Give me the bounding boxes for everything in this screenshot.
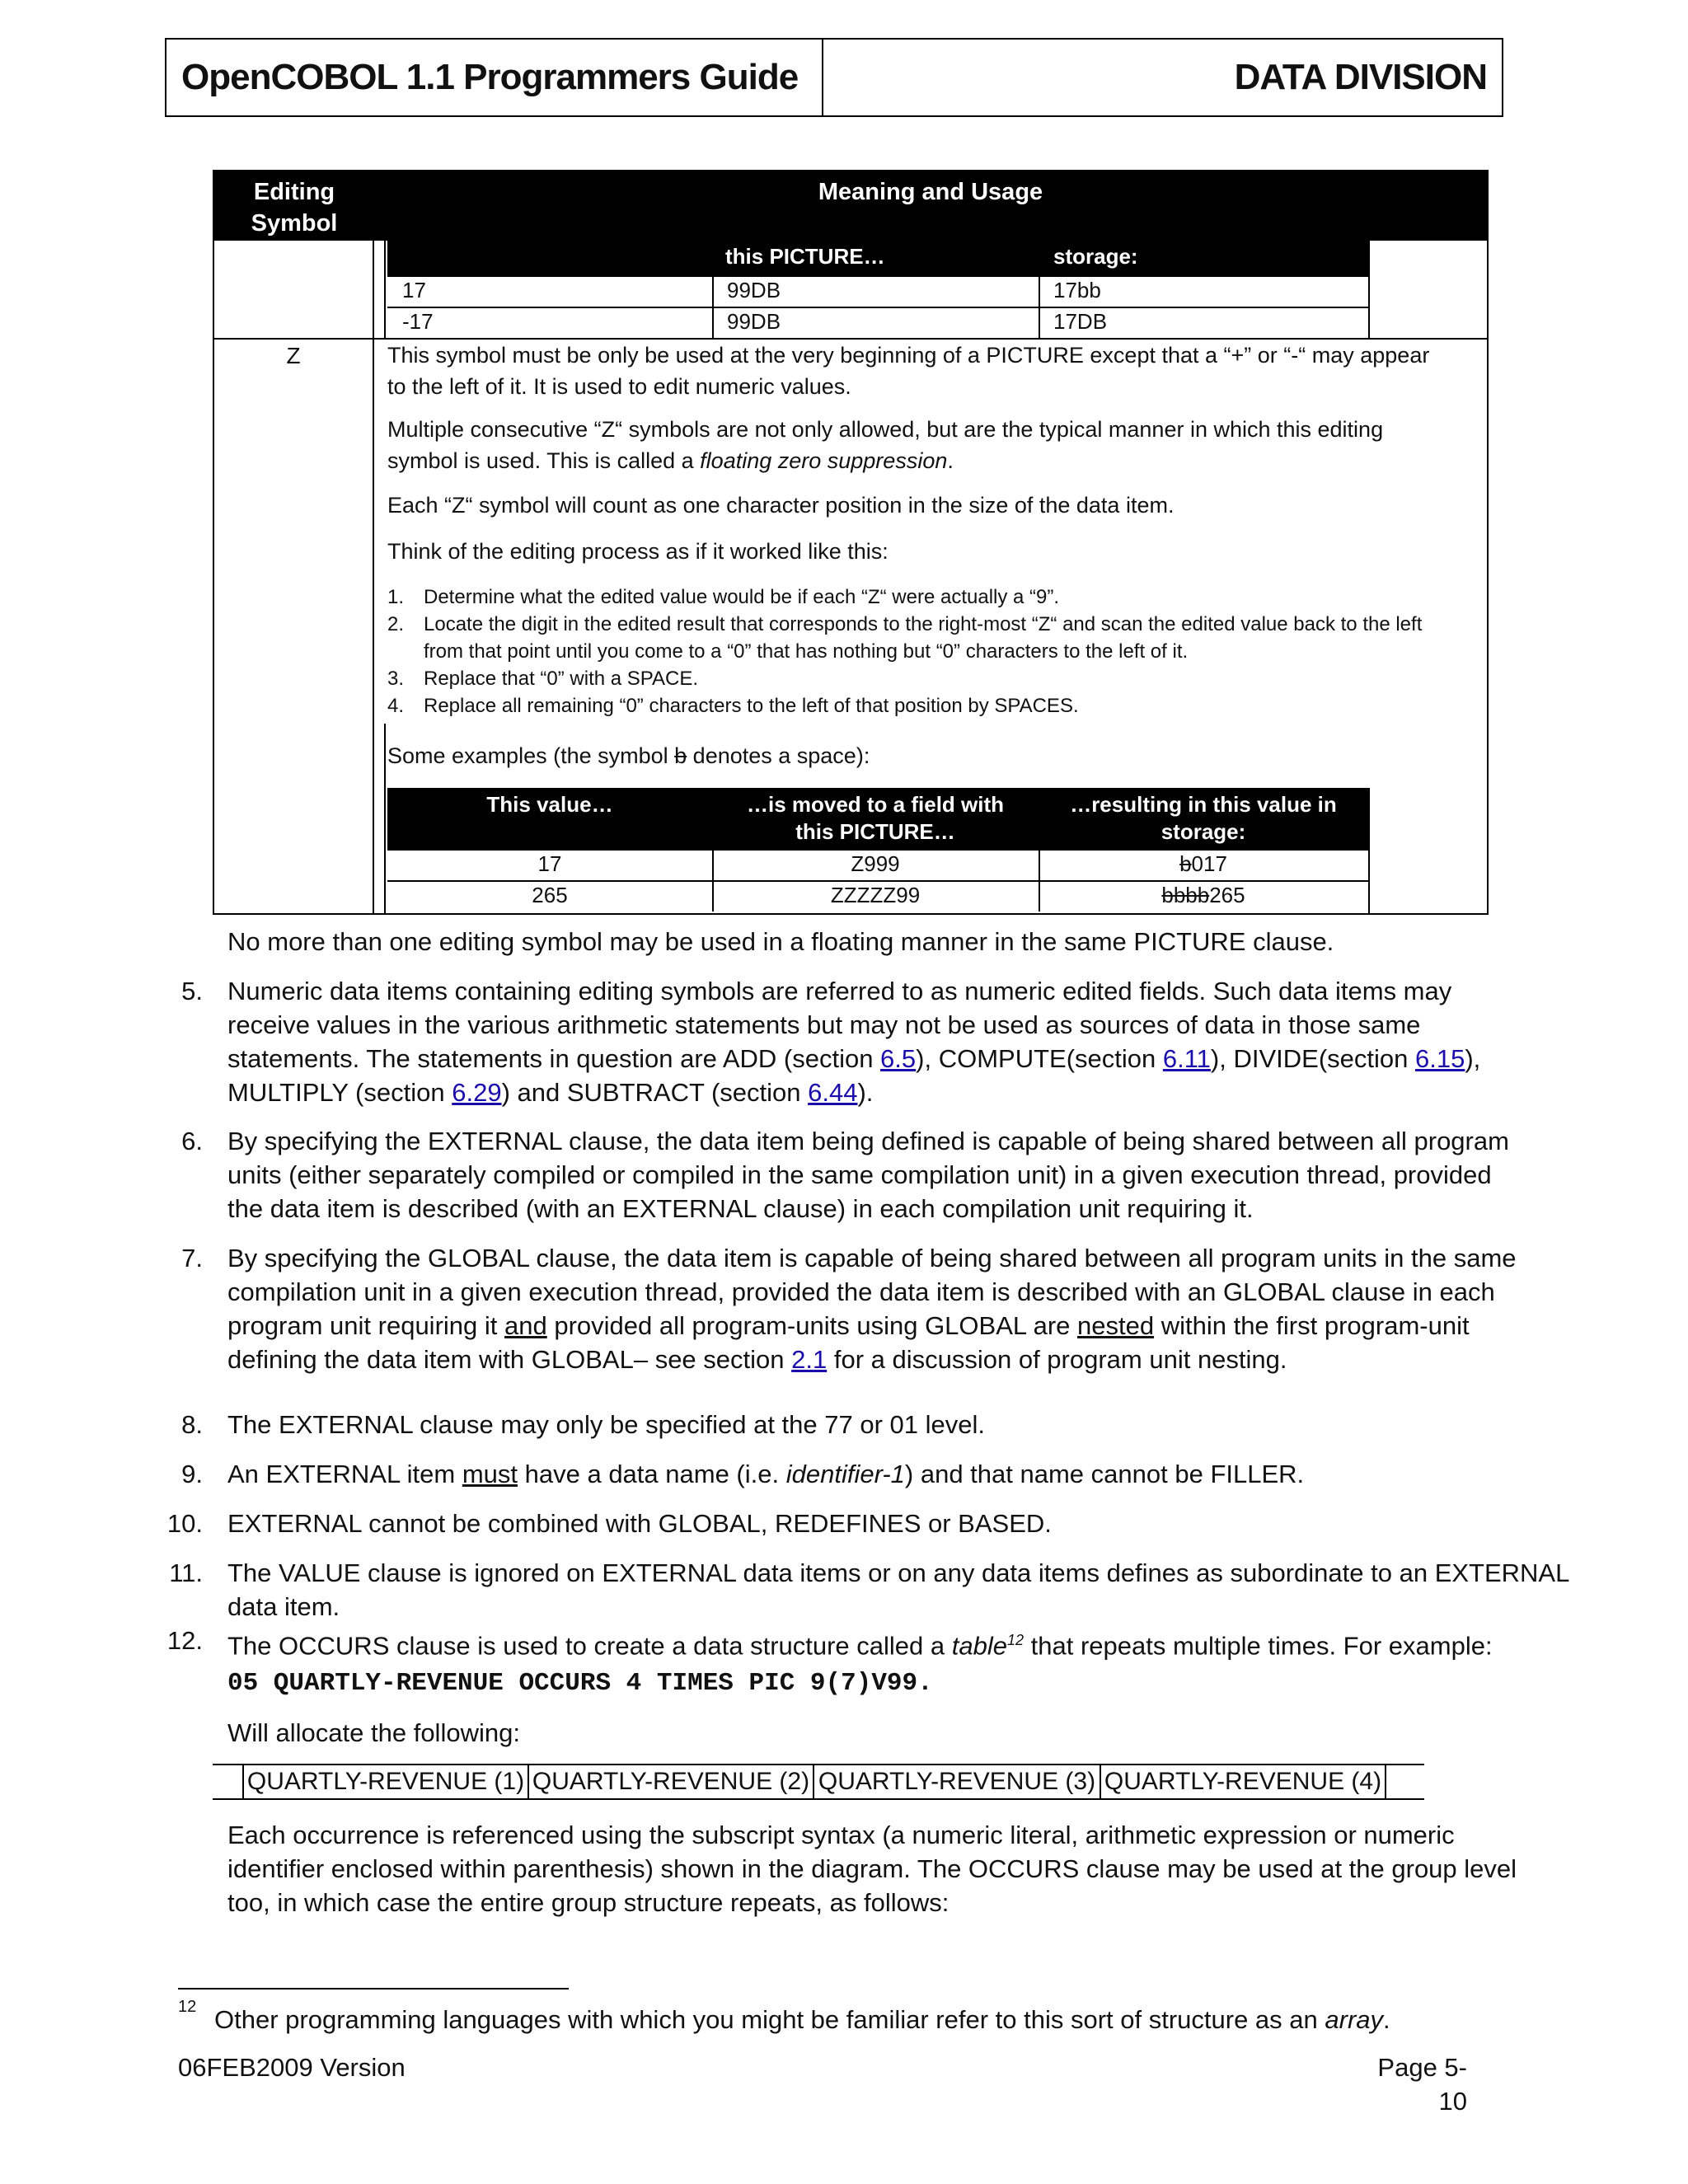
footnote-number: 12 — [178, 1998, 197, 2016]
examples-c: denotes a space): — [687, 743, 870, 768]
link-section-6-11[interactable]: 6.11 — [1162, 1044, 1211, 1073]
item9-italic-identifier: identifier-1 — [785, 1460, 905, 1488]
cont-row2-picture: 99DB — [727, 309, 781, 334]
ex-right-border — [1368, 788, 1370, 913]
ex-row1-storage-rest: 017 — [1191, 851, 1227, 876]
item11-number: 11. — [169, 1558, 203, 1587]
z-p2-line2b: . — [947, 448, 954, 473]
item7-l3b: provided all program-units using GLOBAL are — [546, 1311, 1078, 1340]
item7-l2: compilation unit in a given execution thread, provided the data item is described with an GLOBAL clause in each — [227, 1277, 1495, 1306]
item5-l4b: ) and SUBTRACT (section — [501, 1078, 809, 1107]
ex-header-picture-1: …is moved to a field with — [746, 792, 1005, 817]
cont-col-1 — [712, 275, 714, 338]
strip-sep-4 — [1385, 1764, 1386, 1800]
item6-number: 6. — [181, 1127, 203, 1155]
footnote-ref-12[interactable]: 12 — [1006, 1632, 1025, 1648]
item12-italic-table: table — [951, 1631, 1007, 1661]
step-2-text-cont: from that point until you come to a “0” that has nothing but “0” characters to the left of it. — [424, 640, 1189, 663]
col-symbol-line2: Symbol — [251, 210, 338, 237]
occurs-p3: too, in which case the entire group structure repeats, as follows: — [227, 1888, 950, 1917]
ex-row2-storage — [1039, 882, 1368, 908]
z-examples-intro — [387, 740, 1463, 771]
ex-header-storage-1: …resulting in this value in — [1070, 792, 1337, 817]
item10-text: EXTERNAL cannot be combined with GLOBAL, REDEFINES or BASED. — [227, 1509, 1052, 1538]
item10-number: 10. — [166, 1509, 203, 1538]
page-header — [165, 38, 1503, 117]
step-4-text: Replace all remaining “0” characters to the left of that position by SPACES. — [424, 695, 1079, 717]
ex-row2-value: 265 — [532, 883, 568, 907]
ex-row2-storage-rest: 265 — [1209, 883, 1245, 907]
item7-underline-nested: nested — [1077, 1311, 1155, 1340]
link-section-6-29[interactable]: 6.29 — [452, 1078, 502, 1107]
step-3-text: Replace that “0” with a SPACE. — [424, 668, 699, 690]
cont-line-2 — [387, 307, 1368, 308]
cont-row2-storage: 17DB — [1053, 309, 1108, 334]
z-symbol: Z — [286, 343, 301, 368]
step-2-num: 2. — [387, 613, 405, 635]
item12-a: The OCCURS clause is used to create a data structure called a — [227, 1631, 952, 1661]
item5-l3a: statements. The statements in question are ADD (section — [227, 1044, 881, 1073]
z-p2-line1: Multiple consecutive “Z“ symbols are not only allowed, but are the typical manner in which this editing — [387, 417, 1384, 442]
item9-underline-must: must — [462, 1460, 518, 1488]
footer-page: Page 5-10 — [1377, 2053, 1467, 2116]
step-3-num: 3. — [387, 668, 405, 690]
item9-a: An EXTERNAL item — [227, 1460, 462, 1488]
allocate-text: Will allocate the following: — [227, 1718, 520, 1747]
footnote-separator — [178, 1988, 569, 1990]
item7-l4a: defining the data item with GLOBAL– see section — [227, 1345, 792, 1374]
item7-l3a: program unit requiring it — [227, 1311, 504, 1340]
z-paragraph-4: Think of the editing process as if it worked like this: — [387, 539, 889, 564]
item9-number: 9. — [181, 1460, 203, 1488]
item5-l1: Numeric data items containing editing symbols are referred to as numeric edited fields. Such data items may — [227, 977, 1452, 1005]
occurs-p1: Each occurrence is referenced using the subscript syntax (a numeric literal, arithmetic expression or numeric — [227, 1821, 1455, 1849]
col-meaning: Meaning and Usage — [818, 179, 1043, 205]
item6-l1: By specifying the EXTERNAL clause, the data item being defined is capable of being shared between all program — [227, 1127, 1509, 1155]
item5-l3b: ), COMPUTE(section — [916, 1044, 1163, 1073]
table-header — [214, 171, 1487, 241]
ex-header-value: This value… — [486, 792, 613, 817]
header-title-right: DATA DIVISION — [1234, 57, 1487, 97]
footnote-a: Other programming languages with which you might be familiar refer to this sort of structure as an — [214, 2005, 1325, 2034]
item7-l1: By specifying the GLOBAL clause, the data item is capable of being shared between all program units in the same — [227, 1244, 1517, 1272]
col-symbol-line1: Editing — [253, 179, 335, 205]
item7-number: 7. — [181, 1244, 203, 1272]
item5-l4c: ). — [857, 1078, 874, 1107]
item8-text: The EXTERNAL clause may only be specified at the 77 or 01 level. — [227, 1410, 985, 1439]
examples-a: Some examples (the symbol — [387, 743, 675, 768]
cont-subheader — [387, 241, 1368, 275]
code-example: 05 QUARTLY-REVENUE OCCURS 4 TIMES PIC 9(7)V99. — [227, 1669, 933, 1698]
occurs-cell-2: QUARTLY-REVENUE (2) — [532, 1768, 810, 1795]
cont-row1-storage: 17bb — [1053, 278, 1101, 302]
cont-line-1 — [387, 275, 1368, 277]
item7-l4b: for a discussion of program unit nesting. — [827, 1345, 1287, 1374]
editing-symbol-table — [213, 170, 1489, 915]
item11-l1: The VALUE clause is ignored on EXTERNAL data items or on any data items defines as subordinate to an EXTERNAL — [227, 1558, 1570, 1587]
item9-text — [227, 1457, 1304, 1491]
examples-subheader — [387, 788, 1368, 849]
footnote-italic-array: array — [1325, 2005, 1384, 2034]
table-col-divider — [373, 241, 374, 913]
item11-l2: data item. — [227, 1592, 340, 1621]
link-section-6-44[interactable]: 6.44 — [808, 1078, 858, 1107]
col-editing-symbol — [214, 176, 374, 239]
z-paragraph-2 — [387, 414, 1463, 476]
ex-row1-value: 17 — [537, 851, 562, 876]
item7-l3c: within the first program-unit — [1154, 1311, 1470, 1340]
floating-note: No more than one editing symbol may be used in a floating manner in the same PICTURE clause. — [227, 927, 1334, 956]
item5-number: 5. — [181, 977, 203, 1005]
ex-row1-picture: Z999 — [851, 851, 900, 876]
occurs-cell-4: QUARTLY-REVENUE (4) — [1104, 1768, 1382, 1795]
cont-row1-picture: 99DB — [727, 278, 781, 302]
z-p1-line2: to the left of it. It is used to edit numeric values. — [387, 374, 851, 399]
link-section-2-1[interactable]: 2.1 — [791, 1345, 828, 1374]
z-paragraph-3: Each “Z“ symbol will count as one character position in the size of the data item. — [387, 493, 1175, 518]
item11-text — [227, 1556, 1569, 1624]
examples-space-symbol: b — [674, 743, 687, 768]
item6-l3: the data item is described (with an EXTERNAL clause) in each compilation unit requiring it. — [227, 1194, 1254, 1223]
link-section-6-15[interactable]: 6.15 — [1414, 1044, 1465, 1073]
item5-l3c: ), DIVIDE(section — [1210, 1044, 1415, 1073]
footnote-text — [214, 2003, 1390, 2036]
z-p2-italic: floating zero suppression — [700, 448, 948, 473]
cont-header-storage: storage: — [1053, 244, 1138, 269]
step-1-text: Determine what the edited value would be if each “Z“ were actually a “9”. — [424, 586, 1060, 608]
item5-l2: receive values in the various arithmetic statements but may not be used as sources of data in those same — [227, 1010, 1421, 1039]
strip-bottom — [213, 1798, 1424, 1800]
occurs-cell-1: QUARTLY-REVENUE (1) — [246, 1768, 525, 1795]
item7-underline-and: and — [504, 1311, 547, 1340]
item6-l2: units (either separately compiled or compiled in the same compilation unit) in a given execution thread, provided — [227, 1160, 1492, 1189]
occurs-allocation-strip — [213, 1764, 1424, 1800]
step-1-num: 1. — [387, 586, 405, 608]
item5-l3d: ), — [1465, 1044, 1481, 1073]
z-p2-line2a: symbol is used. This is called a — [387, 448, 701, 473]
item12-b: that repeats multiple times. For example: — [1024, 1631, 1493, 1661]
ex-header-picture — [712, 791, 1039, 846]
cont-row1-value: 17 — [402, 278, 426, 302]
ex-row1-storage — [1039, 851, 1368, 877]
cont-row2-value: -17 — [402, 309, 434, 334]
ex-header-storage — [1039, 791, 1368, 846]
z-paragraph-1 — [387, 340, 1463, 402]
occurs-cell-3: QUARTLY-REVENUE (3) — [818, 1768, 1096, 1795]
ex-header-picture-2: this PICTURE… — [795, 819, 955, 844]
occurs-p2: identifier enclosed within parenthesis) shown in the diagram. The OCCURS clause may be used at the group level — [227, 1854, 1517, 1883]
item7-text — [227, 1241, 1517, 1376]
step-2-text: Locate the digit in the edited result that corresponds to the right-most “Z“ and scan the edited value back to the left — [424, 613, 1423, 635]
ex-row1-storage-space: b — [1179, 851, 1192, 876]
header-title-left: OpenCOBOL 1.1 Programmers Guide — [181, 57, 799, 97]
item6-text — [227, 1124, 1509, 1226]
item5-text — [227, 974, 1480, 1109]
item8-number: 8. — [181, 1410, 203, 1439]
table-col-divider-inner — [384, 241, 386, 340]
item12-number: 12. — [166, 1626, 203, 1655]
link-section-6-5[interactable]: 6.5 — [880, 1044, 917, 1073]
header-divider — [822, 40, 823, 115]
table-col-divider-inner2 — [384, 724, 386, 913]
z-p1-line1: This symbol must be only be used at the very beginning of a PICTURE except that a “+” or “-“ may appear — [387, 343, 1430, 368]
cont-col-2 — [1039, 275, 1040, 338]
item5-l4a: MULTIPLY (section — [227, 1078, 452, 1107]
step-4-num: 4. — [387, 695, 405, 717]
item9-c: ) and that name cannot be FILLER. — [904, 1460, 1305, 1488]
ex-row2-picture: ZZZZZ99 — [830, 883, 921, 907]
item12-text — [227, 1624, 1493, 1662]
ex-row2-storage-space: bbbb — [1161, 883, 1210, 907]
footer-version: 06FEB2009 Version — [178, 2053, 406, 2082]
cont-header-picture: this PICTURE… — [725, 244, 885, 269]
ex-header-storage-2: storage: — [1160, 819, 1246, 844]
item9-b: have a data name (i.e. — [518, 1460, 786, 1488]
occurs-paragraph — [227, 1818, 1517, 1919]
footnote-b: . — [1383, 2005, 1390, 2034]
cont-right-border — [1368, 241, 1370, 340]
